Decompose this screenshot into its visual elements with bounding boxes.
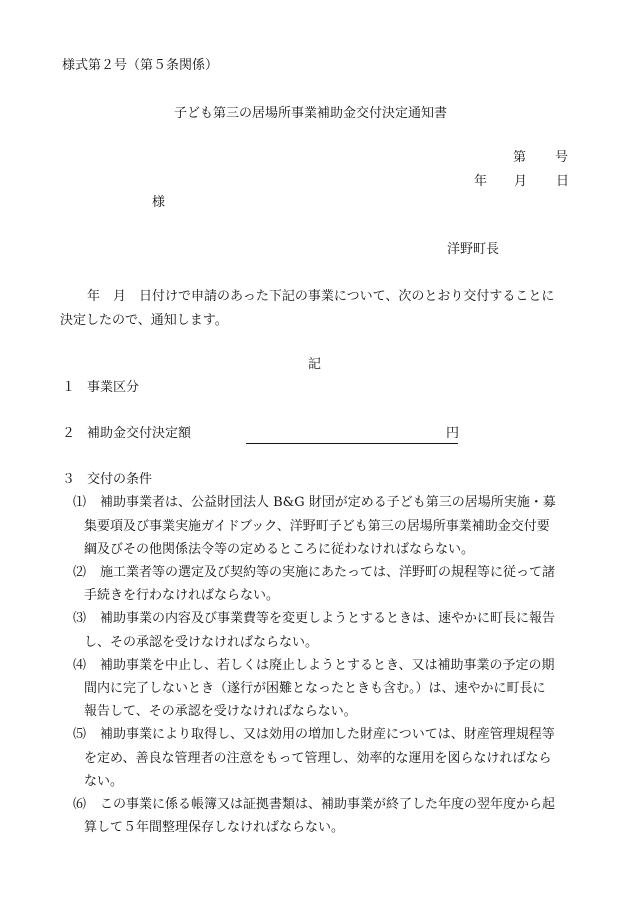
date-year: 年 xyxy=(474,174,488,189)
condition-6-number: ⑹ xyxy=(73,797,87,812)
item-3-number: ３ xyxy=(62,472,76,487)
item-3-label: 交付の条件 xyxy=(87,472,153,487)
amount-blank-line xyxy=(246,427,458,444)
condition-2-line-2: 手続きを行わなければならない。 xyxy=(84,588,280,603)
condition-3-line-1: 補助事業の内容及び事業費等を変更しようとするときは、速やかに町長に報告 xyxy=(100,611,556,626)
condition-3-line-2: し、その承認を受けなければならない。 xyxy=(84,635,319,650)
item-1-number: １ xyxy=(62,380,76,395)
item-1-label: 事業区分 xyxy=(87,380,140,395)
date-month: 月 xyxy=(514,174,528,189)
condition-2-line-1: 施工業者等の選定及び契約等の実施にあたっては、洋野町の規程等に従って諸 xyxy=(100,565,556,580)
item-2-number: ２ xyxy=(62,426,76,441)
condition-4-number: ⑷ xyxy=(73,658,87,673)
condition-4-line-2: 間内に完了しないとき（遂行が困難となったときも含む。）は、速やかに町長に xyxy=(84,681,546,696)
condition-5-line-2: を定め、善良な管理者の注意をもって管理し、効率的な運用を図らなければなら xyxy=(84,751,552,766)
condition-5-number: ⑸ xyxy=(73,727,87,742)
intro-line-1: 年 月 日付けで申請のあった下記の事業について、次のとおり交付することに xyxy=(87,289,555,304)
date-day: 日 xyxy=(556,174,570,189)
condition-6-line-1: この事業に係る帳簿又は証拠書類は、補助事業が終了した年度の翌年度から起 xyxy=(100,797,556,812)
form-label: 様式第２号（第５条関係） xyxy=(62,58,219,73)
item-2-unit: 円 xyxy=(446,426,460,441)
condition-5-line-1: 補助事業により取得し、又は効用の増加した財産については、財産管理規程等 xyxy=(100,727,555,742)
number-go: 号 xyxy=(555,150,569,165)
intro-line-2: 決定したので、通知します。 xyxy=(60,313,228,328)
condition-3-number: ⑶ xyxy=(73,611,87,626)
ki-label: 記 xyxy=(308,357,322,372)
condition-5-line-3: ない。 xyxy=(84,774,124,789)
condition-1-number: ⑴ xyxy=(73,495,87,510)
condition-4-line-3: 報告して、その承認を受けなければならない。 xyxy=(84,704,357,719)
condition-1-line-2: 集要項及び事業実施ガイドブック、洋野町子ども第三の居場所事業補助金交付要 xyxy=(84,519,550,534)
condition-6-line-2: 算して５年間整理保存しなければならない。 xyxy=(84,820,345,835)
condition-1-line-1: 補助事業者は、公益財団法人 B&G 財団が定める子ども第三の居場所実施・募 xyxy=(100,495,556,510)
condition-2-number: ⑵ xyxy=(73,565,87,580)
issuer: 洋野町長 xyxy=(447,242,500,257)
addressee-sama: 様 xyxy=(152,195,166,210)
number-dai: 第 xyxy=(513,150,527,165)
condition-4-line-1: 補助事業を中止し、若しくは廃止しようとするとき、又は補助事業の予定の期 xyxy=(100,658,555,673)
document-title: 子ども第三の居場所事業補助金交付決定通知書 xyxy=(174,106,448,121)
condition-1-line-3: 綱及びその他関係法令等の定めるところに従わなければならない。 xyxy=(84,542,475,557)
item-2-label: 補助金交付決定額 xyxy=(87,426,192,441)
